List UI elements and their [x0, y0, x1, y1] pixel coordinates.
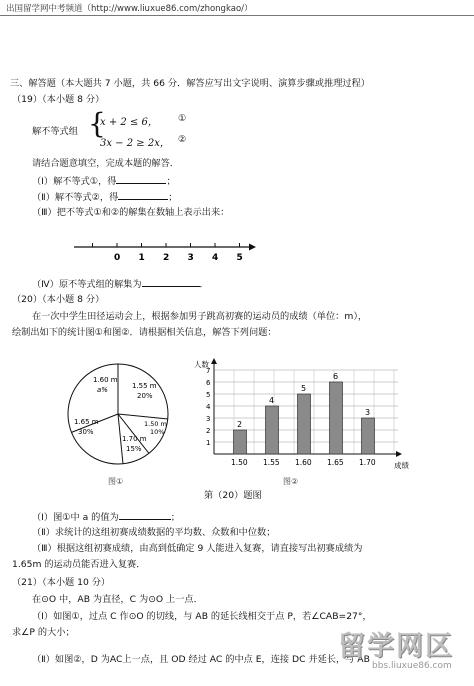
y-tick-label: 6: [206, 379, 211, 387]
number-line-label: 4: [212, 253, 219, 263]
inequality-2: 3x − 2 ≥ 2x，: [100, 138, 170, 149]
x-tick-label: 1.60: [295, 458, 312, 467]
y-tick-label: 1: [206, 439, 211, 447]
inequality-1-number: ①: [178, 113, 187, 124]
sub1-end: ；: [170, 512, 180, 523]
q21-paragraph-2: （Ⅰ）如图①，过点 C 作⊙O 的切线，与 AB 的延长线相交于点 P，若∠CAB=27°，: [32, 611, 372, 622]
q20-paragraph-2: 绘制出如下的统计图①和图②．请根据相关信息，解答下列问题：: [12, 327, 277, 338]
sub1-text: （Ⅰ）图①中 a 的值为: [32, 512, 119, 523]
x-tick-label: 1.65: [327, 458, 344, 467]
step1-text: （Ⅰ）解不等式①，得: [32, 176, 117, 187]
pie-chart: [64, 360, 174, 470]
q21-title: （21）（本小题 10 分）: [12, 577, 111, 588]
inequality-1: x + 2 ≤ 6，: [100, 117, 158, 128]
watermark-url: bbs.liuxue86.com: [372, 661, 452, 671]
y-tick-label: 2: [206, 427, 211, 435]
q20-title: （20）（本小题 8 分）: [12, 294, 105, 305]
bar-value-label: 2: [237, 420, 243, 429]
bar: [234, 430, 247, 454]
bar: [266, 406, 279, 454]
y-tick-label: 4: [206, 403, 211, 411]
number-line-label: 1: [138, 253, 145, 263]
bar-value-label: 6: [333, 372, 339, 381]
q19-step2: （Ⅱ）解不等式②，得 ；: [32, 192, 178, 203]
pie-label: 1.70 m: [122, 435, 147, 443]
q20-sub3-line2: 1.65m 的运动员能否进入复赛．: [12, 559, 146, 570]
q19-step3: （Ⅲ）把不等式①和②的解集在数轴上表示出来：: [32, 207, 230, 218]
q19-step4: （Ⅳ）原不等式组的解集为 ．: [32, 279, 209, 290]
pie-label: a%: [97, 386, 108, 394]
answer-blank[interactable]: [118, 190, 168, 200]
y-axis-label: 人数: [194, 360, 209, 369]
header-divider: [0, 15, 474, 16]
bar-value-label: 5: [301, 384, 307, 393]
header-text: [6, 2, 253, 14]
system-brace: {: [88, 107, 106, 140]
q21-paragraph-4: （Ⅱ）如图②，D 为AC上一点，且 OD 经过 AC 的中点 E，连接 DC 并延长，与 AB: [32, 654, 370, 665]
step4-text: （Ⅳ）原不等式组的解集为: [32, 279, 142, 290]
bar: [330, 382, 343, 454]
pie-label: 15%: [126, 445, 142, 453]
pie-label: 30%: [78, 428, 94, 436]
y-tick-label: 7: [206, 367, 211, 375]
number-line-label: 0: [114, 253, 121, 263]
x-tick-label: 1.70: [359, 458, 376, 467]
answer-blank[interactable]: [119, 510, 171, 520]
pie-label: 20%: [137, 392, 153, 400]
inequality-2-number: ②: [178, 134, 187, 145]
pie-label: 1.65 m: [74, 418, 99, 426]
pie-label: 10%: [150, 428, 165, 436]
bar: [362, 418, 375, 454]
q21-paragraph-1: 在⊙O 中，AB 为直径，C 为⊙O 上一点．: [32, 594, 203, 605]
step2-text: （Ⅱ）解不等式②，得: [32, 192, 119, 203]
pie-label: 1.60 m: [93, 376, 118, 384]
x-tick-label: 1.50: [231, 458, 248, 467]
figure-caption: 第（20）题图: [204, 490, 262, 501]
watermark-logo: [338, 624, 468, 682]
q19-title: （19）（本小题 8 分）: [12, 94, 105, 105]
section-heading: 三、解答题（本大题共 7 小题，共 66 分．解答应写出文字说明、演算步骤或推理过程）: [10, 78, 370, 89]
figure-2-label: 图②: [283, 477, 299, 486]
site-url[interactable]: （http://www.liuxue86.com/zhongkao/）: [82, 4, 253, 14]
x-tick-label: 1.55: [263, 458, 280, 467]
system-label: 解不等式组: [32, 126, 78, 137]
bar: [298, 394, 311, 454]
arrow-icon: [249, 244, 256, 251]
bar-value-label: 3: [365, 408, 371, 417]
q19-step1: （Ⅰ）解不等式①，得 ；: [32, 176, 176, 187]
bar-value-label: 4: [269, 396, 275, 405]
y-tick-label: 5: [206, 391, 211, 399]
bar-chart: [188, 356, 418, 474]
answer-blank[interactable]: [142, 277, 200, 287]
answer-blank[interactable]: [116, 174, 166, 184]
number-line: [72, 238, 272, 268]
figure-1-label: 图①: [108, 477, 124, 486]
q20-sub2: （Ⅱ）求统计的这组初赛成绩数据的平均数、众数和中位数；: [32, 527, 276, 538]
pie-label: 1.55 m: [132, 382, 157, 390]
arrow-icon: [211, 358, 217, 364]
x-axis-label: 成绩: [394, 461, 409, 470]
number-line-label: 3: [187, 253, 194, 263]
number-line-label: 2: [163, 253, 170, 263]
q19-intro: 请结合题意填空，完成本题的解答．: [32, 158, 179, 169]
arrow-icon: [396, 451, 402, 457]
y-tick-label: 3: [206, 415, 211, 423]
watermark-logo-text: 留学网区: [338, 631, 454, 662]
q20-paragraph-1: 在一次中学生田径运动会上，根据参加男子跳高初赛的运动员的成绩（单位：m），: [32, 311, 368, 322]
q20-sub3-line1: （Ⅲ）根据这组初赛成绩，由高到低确定 9 人能进入复赛，请直接写出初赛成绩为: [32, 543, 363, 554]
pie-label: 1.50 m: [144, 420, 167, 428]
q21-paragraph-3: 求∠P 的大小；: [12, 627, 75, 638]
number-line-label: 5: [236, 253, 243, 263]
site-name: 出国留学网中考频道: [6, 4, 83, 14]
q20-sub1: [32, 510, 180, 524]
